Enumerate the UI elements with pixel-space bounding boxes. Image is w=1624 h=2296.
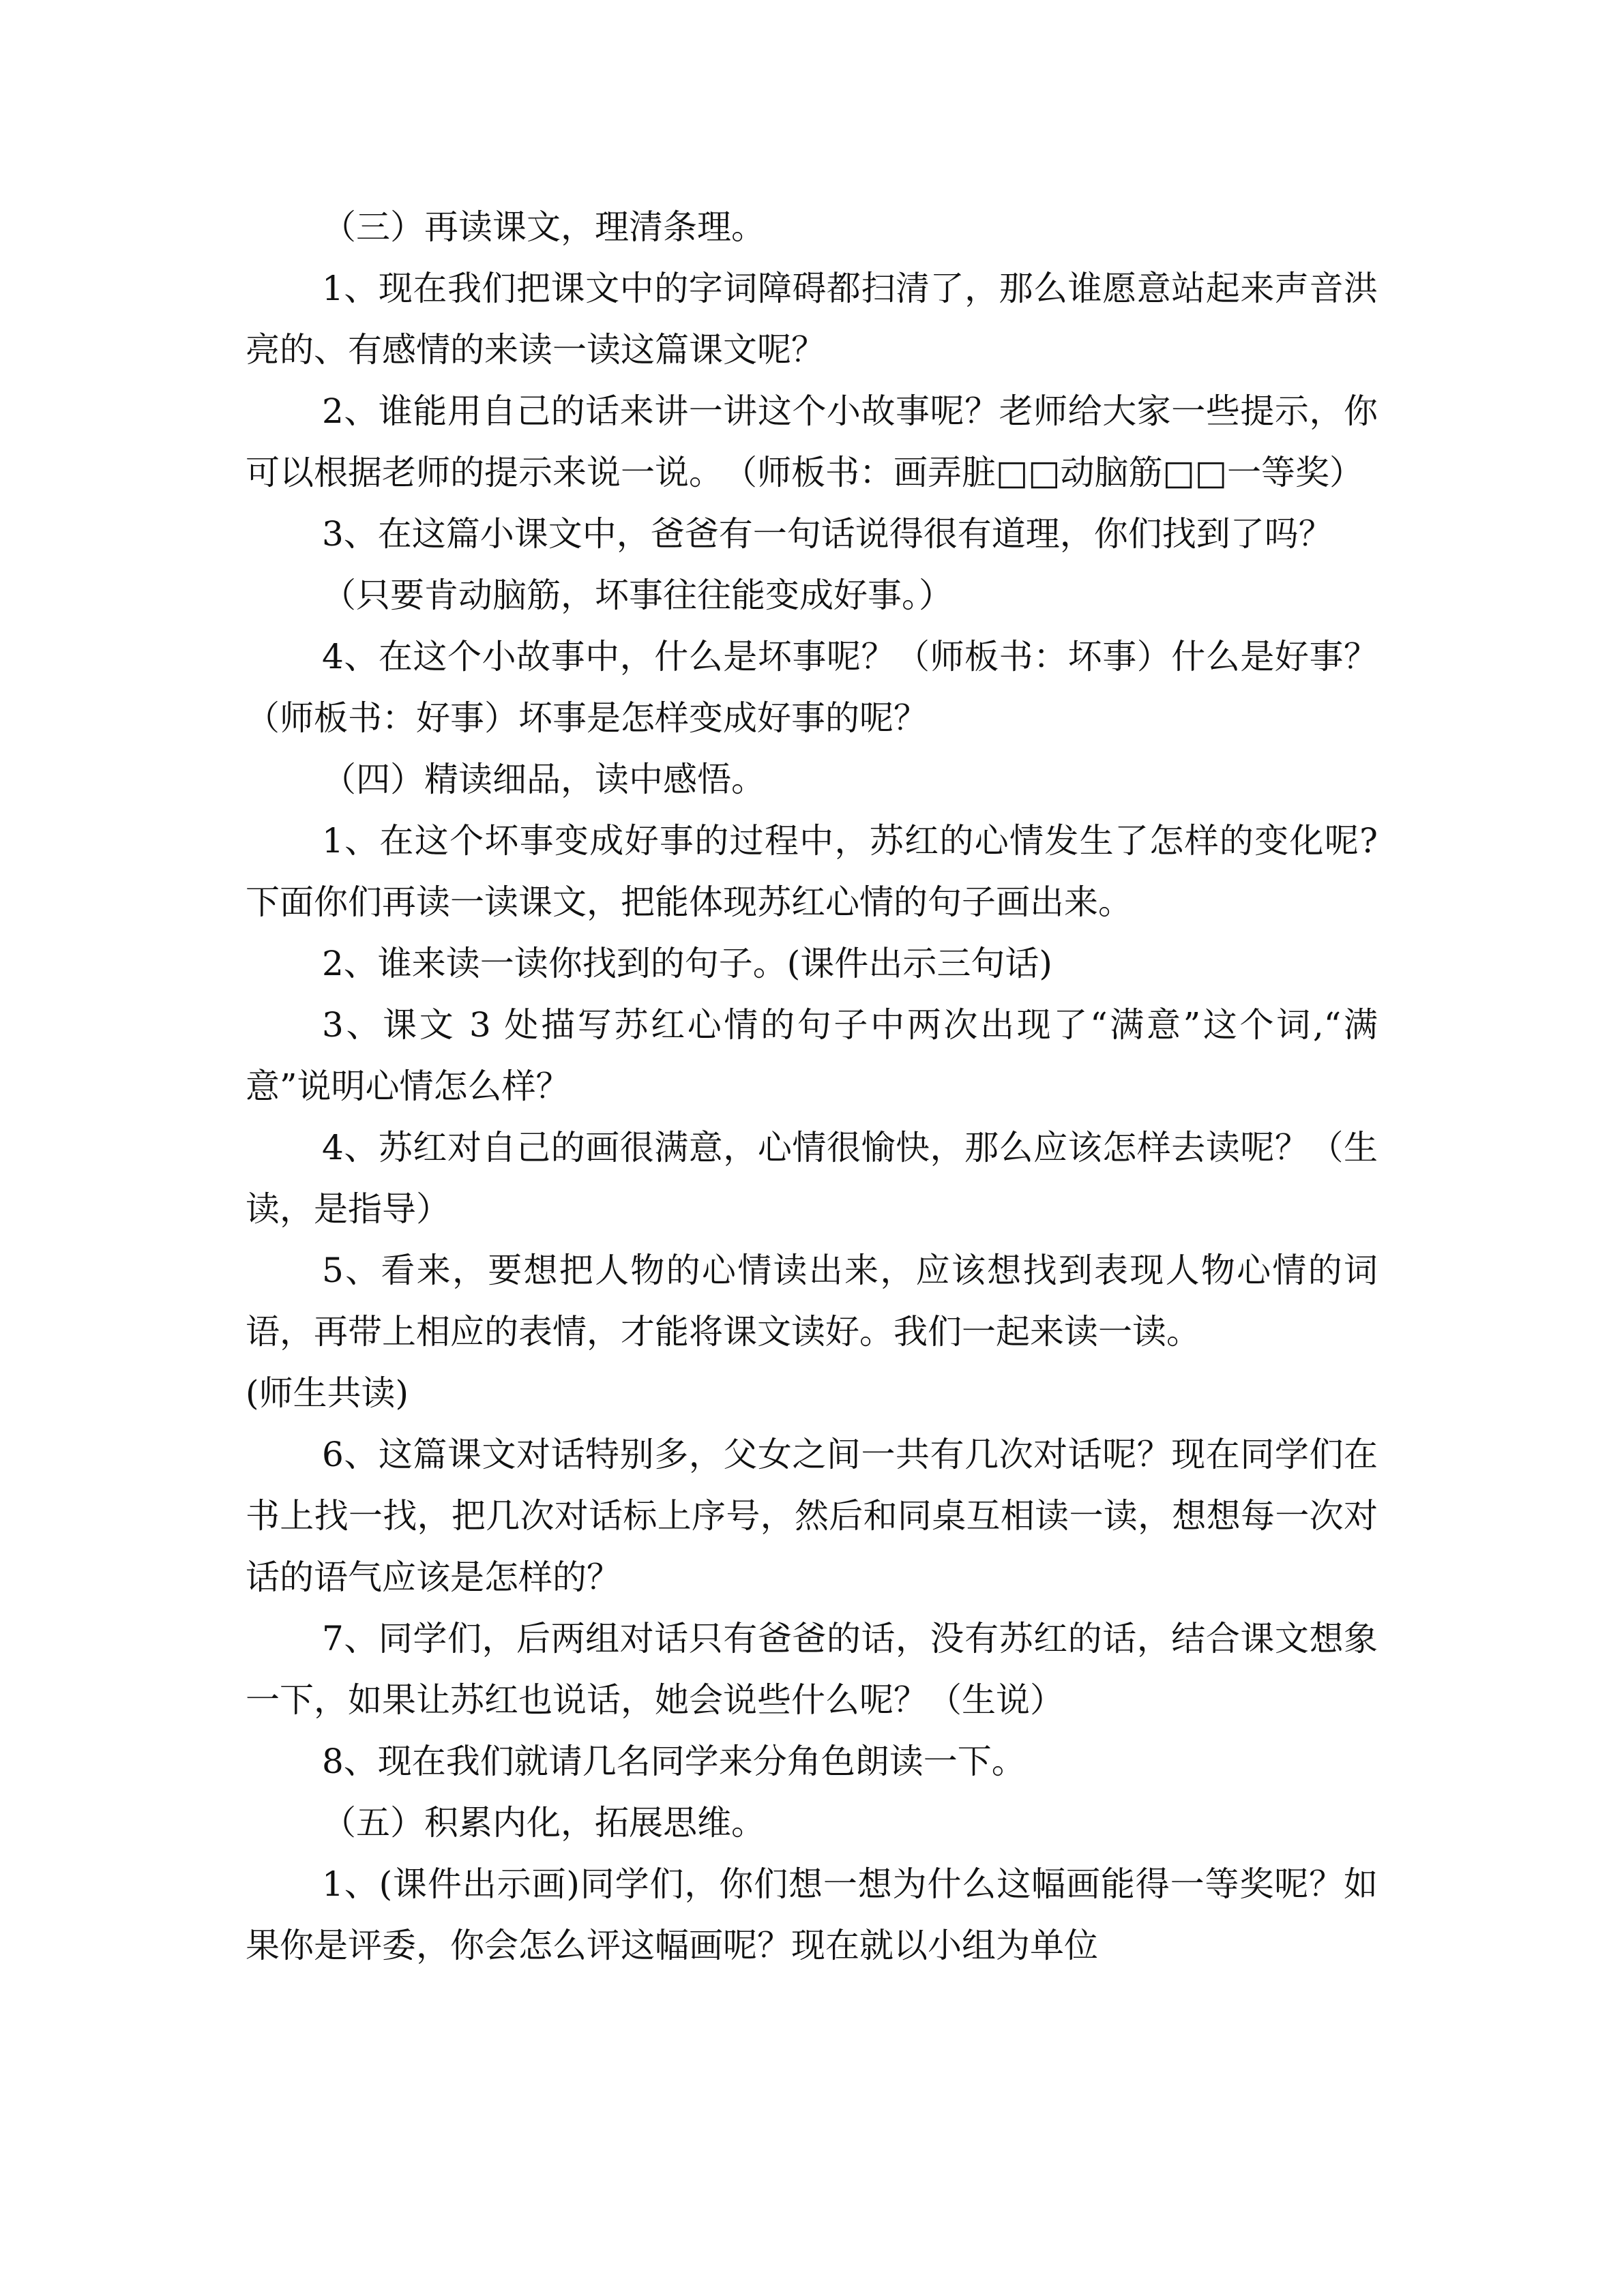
section-heading-4: （四）精读细品，读中感悟。 [322,760,765,799]
document-body [246,196,1378,1976]
paragraph-quote: （只要肯动脑筋，坏事往往能变成好事。） [322,576,953,615]
paragraph-note: (师生共读) [246,1373,409,1413]
section-heading-5: （五）积累内化，拓展思维。 [322,1803,765,1843]
paragraph-item-5-1: 1、(课件出示画)同学们，你们想一想为什么这幅画能得一等奖呢？如果你是评委，你会怎么评这幅画呢？现在就以小组为单位 [246,1864,1378,1965]
paragraph-item-4-3: 3、课文 3 处描写苏红心情的句子中两次出现了“满意”这个词,“满意”说明心情怎么样？ [246,1005,1378,1106]
paragraph-item-3-1: 1、现在我们把课文中的字词障碍都扫清了，那么谁愿意站起来声音洪亮的、有感情的来读一读这篇课文呢？ [246,269,1378,370]
paragraph-item-3-3: 3、在这篇小课文中，爸爸有一句话说得很有道理，你们找到了吗？ [322,514,1333,554]
paragraph-item-4-4: 4、苏红对自己的画很满意，心情很愉快，那么应该怎样去读呢？（生读，是指导） [246,1128,1378,1229]
paragraph-item-3-4: 4、在这个小故事中，什么是坏事呢？（师板书：坏事）什么是好事？（师板书：好事）坏事是怎样变成好事的呢？ [246,637,1378,738]
paragraph-item-4-7: 7、同学们，后两组对话只有爸爸的话，没有苏红的话，结合课文想象一下，如果让苏红也说话，她会说些什么呢？（生说） [246,1619,1378,1720]
paragraph-item-4-5: 5、看来，要想把人物的心情读出来，应该想找到表现人物心情的词语，再带上相应的表情，才能将课文读好。我们一起来读一读。 [246,1251,1378,1352]
paragraph-item-4-2: 2、谁来读一读你找到的句子。(课件出示三句话) [322,944,1052,983]
paragraph-item-4-6: 6、这篇课文对话特别多，父女之间一共有几次对话呢？现在同学们在书上找一找，把几次对话标上序号，然后和同桌互相读一读，想想每一次对话的语气应该是怎样的？ [246,1435,1378,1597]
paragraph-item-3-2: 2、谁能用自己的话来讲一讲这个小故事呢？老师给大家一些提示，你可以根据老师的提示来说一说。 （师板书：画弄脏□□动脑筋□□一等奖） [246,391,1378,492]
paragraph-item-4-1: 1、在这个坏事变成好事的过程中，苏红的心情发生了怎样的变化呢?下面你们再读一读课文，把能体现苏红心情的句子画出来。 [246,821,1378,922]
paragraph-item-4-8: 8、现在我们就请几名同学来分角色朗读一下。 [322,1742,1026,1781]
section-heading-3: （三）再读课文，理清条理。 [322,207,765,247]
